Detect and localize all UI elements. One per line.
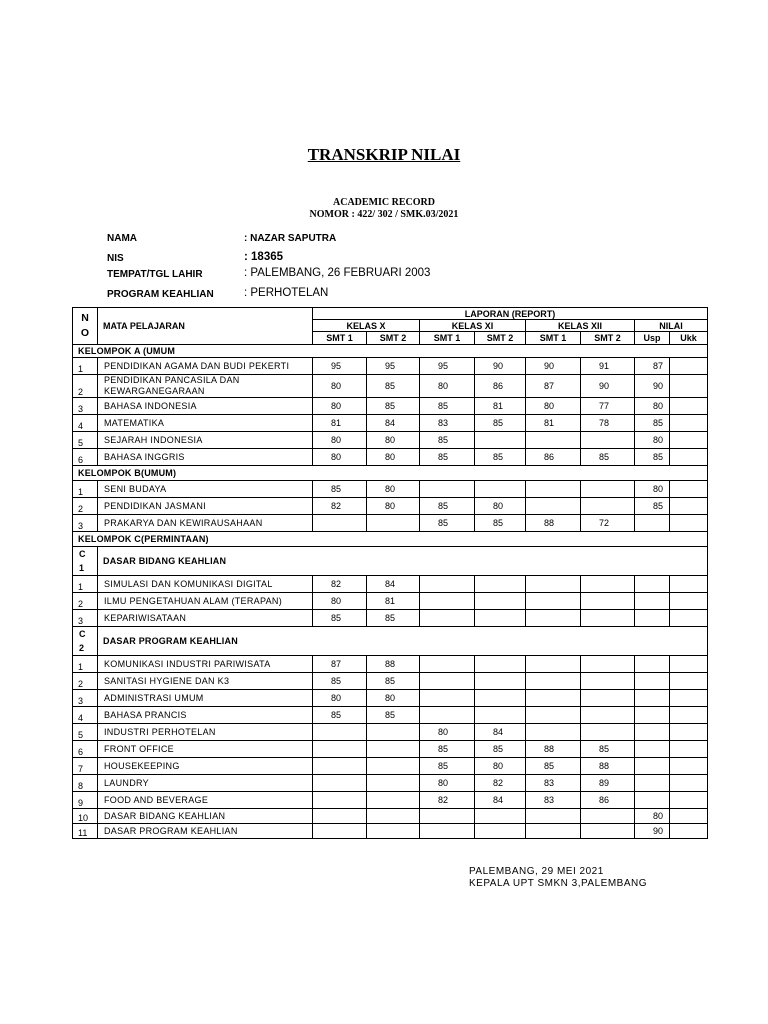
score-cell: 95: [313, 358, 367, 375]
score-cell: [420, 824, 475, 839]
score-cell: 80: [420, 724, 475, 741]
score-cell: 84: [367, 415, 420, 432]
row-number: 2: [73, 498, 98, 515]
score-cell: [420, 576, 475, 593]
subject-name: LAUNDRY: [98, 775, 313, 792]
subject-name: DASAR BIDANG KEAHLIAN: [98, 809, 313, 824]
row-number: 3: [73, 398, 98, 415]
score-cell: [670, 724, 708, 741]
subject-name: SIMULASI DAN KOMUNIKASI DIGITAL: [98, 576, 313, 593]
subject-row: [73, 515, 708, 532]
row-number: 2: [73, 593, 98, 610]
score-cell: 81: [313, 415, 367, 432]
score-cell: [313, 515, 367, 532]
score-cell: 81: [526, 415, 581, 432]
score-cell: [475, 690, 526, 707]
row-number: 1: [73, 656, 98, 673]
score-cell: 78: [581, 415, 635, 432]
subject-name: INDUSTRI PERHOTELAN: [98, 724, 313, 741]
header-no: N O: [73, 308, 98, 345]
score-cell: 95: [367, 358, 420, 375]
score-cell: 80: [367, 481, 420, 498]
score-cell: 95: [420, 358, 475, 375]
subject-name: BAHASA INGGRIS: [98, 449, 313, 466]
header-sub: SMT 1: [526, 332, 581, 345]
score-cell: 80: [313, 432, 367, 449]
score-cell: 87: [313, 656, 367, 673]
header-nilai: NILAI: [635, 320, 708, 332]
score-cell: [475, 824, 526, 839]
subject-name: BAHASA INDONESIA: [98, 398, 313, 415]
score-cell: 90: [581, 375, 635, 398]
score-cell: 84: [475, 724, 526, 741]
subject-name: FOOD AND BEVERAGE: [98, 792, 313, 809]
subject-row: [73, 758, 708, 775]
row-number: 4: [73, 707, 98, 724]
score-cell: [313, 809, 367, 824]
score-cell: 85: [367, 610, 420, 627]
subject-row: [73, 809, 708, 824]
score-cell: [670, 809, 708, 824]
subject-row: [73, 481, 708, 498]
score-cell: [670, 515, 708, 532]
score-cell: 85: [420, 498, 475, 515]
score-cell: [635, 610, 670, 627]
subject-row: [73, 375, 708, 398]
score-cell: [581, 656, 635, 673]
header-sub: Usp: [635, 332, 670, 345]
subgroup-title: DASAR BIDANG KEAHLIAN: [98, 547, 708, 576]
subject-name: ILMU PENGETAHUAN ALAM (TERAPAN): [98, 593, 313, 610]
score-cell: [526, 707, 581, 724]
score-cell: [526, 690, 581, 707]
score-cell: [581, 707, 635, 724]
header-sub: SMT 2: [367, 332, 420, 345]
transcript-table: [72, 307, 708, 839]
score-cell: 90: [475, 358, 526, 375]
score-cell: [313, 724, 367, 741]
group-row: [73, 466, 708, 481]
score-cell: [526, 656, 581, 673]
header-sub: SMT 2: [581, 332, 635, 345]
score-cell: [670, 498, 708, 515]
score-cell: 80: [635, 809, 670, 824]
score-cell: 82: [420, 792, 475, 809]
row-number: 6: [73, 741, 98, 758]
score-cell: [526, 498, 581, 515]
score-cell: [526, 432, 581, 449]
row-number: 7: [73, 758, 98, 775]
score-cell: [420, 690, 475, 707]
score-cell: 84: [367, 576, 420, 593]
score-cell: 85: [313, 481, 367, 498]
score-cell: 90: [635, 824, 670, 839]
subject-name: ADMINISTRASI UMUM: [98, 690, 313, 707]
score-cell: 85: [526, 758, 581, 775]
signature-position: KEPALA UPT SMKN 3,PALEMBANG: [469, 878, 648, 889]
info-label: TEMPAT/TGL LAHIR: [107, 269, 203, 280]
score-cell: [526, 593, 581, 610]
score-cell: 88: [367, 656, 420, 673]
score-cell: [670, 741, 708, 758]
score-cell: 80: [526, 398, 581, 415]
score-cell: [635, 576, 670, 593]
subject-row: [73, 576, 708, 593]
score-cell: [635, 593, 670, 610]
subject-name: KEPARIWISATAAN: [98, 610, 313, 627]
score-cell: 85: [420, 741, 475, 758]
subject-row: [73, 690, 708, 707]
score-cell: 88: [526, 741, 581, 758]
subject-row: [73, 824, 708, 839]
score-cell: [670, 758, 708, 775]
info-value: : NAZAR SAPUTRA: [244, 233, 337, 244]
score-cell: [670, 690, 708, 707]
score-cell: 90: [526, 358, 581, 375]
score-cell: [670, 415, 708, 432]
score-cell: [670, 824, 708, 839]
score-cell: 80: [367, 690, 420, 707]
subject-name: DASAR PROGRAM KEAHLIAN: [98, 824, 313, 839]
score-cell: [526, 576, 581, 593]
row-number: 4: [73, 415, 98, 432]
score-cell: [367, 809, 420, 824]
score-cell: [581, 432, 635, 449]
score-cell: [526, 724, 581, 741]
subject-row: [73, 432, 708, 449]
score-cell: [526, 824, 581, 839]
score-cell: [581, 724, 635, 741]
subject-name: PRAKARYA DAN KEWIRAUSAHAAN: [98, 515, 313, 532]
score-cell: 80: [367, 449, 420, 466]
score-cell: 72: [581, 515, 635, 532]
score-cell: 84: [475, 792, 526, 809]
score-cell: 85: [420, 449, 475, 466]
score-cell: [670, 792, 708, 809]
score-cell: [526, 481, 581, 498]
score-cell: [670, 375, 708, 398]
group-row: [73, 532, 708, 547]
header-class-xii: KELAS XII: [526, 320, 635, 332]
score-cell: 85: [367, 375, 420, 398]
score-cell: 83: [526, 792, 581, 809]
score-cell: [635, 656, 670, 673]
header-class-x: KELAS X: [313, 320, 420, 332]
row-number: 1: [73, 481, 98, 498]
subject-name: MATEMATIKA: [98, 415, 313, 432]
score-cell: [475, 593, 526, 610]
score-cell: [670, 576, 708, 593]
score-cell: 82: [475, 775, 526, 792]
score-cell: [313, 758, 367, 775]
subgroup-row: [73, 547, 708, 576]
score-cell: 85: [635, 449, 670, 466]
score-cell: 81: [367, 593, 420, 610]
score-cell: 85: [581, 741, 635, 758]
score-cell: [475, 707, 526, 724]
row-number: 3: [73, 690, 98, 707]
score-cell: [367, 792, 420, 809]
group-title: KELOMPOK C(PERMINTAAN): [73, 532, 708, 547]
row-number: 6: [73, 449, 98, 466]
score-cell: 85: [420, 515, 475, 532]
group-title: KELOMPOK B(UMUM): [73, 466, 708, 481]
score-cell: 83: [420, 415, 475, 432]
score-cell: 77: [581, 398, 635, 415]
score-cell: 85: [420, 758, 475, 775]
score-cell: [581, 690, 635, 707]
subject-row: [73, 673, 708, 690]
subject-row: [73, 707, 708, 724]
header-report: LAPORAN (REPORT): [313, 308, 708, 320]
subject-row: [73, 398, 708, 415]
score-cell: [581, 498, 635, 515]
header-sub: SMT 1: [313, 332, 367, 345]
subject-name: BAHASA PRANCIS: [98, 707, 313, 724]
score-cell: [670, 610, 708, 627]
score-cell: [420, 809, 475, 824]
score-cell: 80: [313, 593, 367, 610]
score-cell: [635, 673, 670, 690]
score-cell: [635, 690, 670, 707]
score-cell: [581, 481, 635, 498]
row-number: 1: [73, 358, 98, 375]
score-cell: [313, 775, 367, 792]
score-cell: [367, 724, 420, 741]
subject-name: FRONT OFFICE: [98, 741, 313, 758]
score-cell: [670, 449, 708, 466]
score-cell: 88: [581, 758, 635, 775]
score-cell: [475, 610, 526, 627]
row-number: 1: [73, 576, 98, 593]
score-cell: [581, 593, 635, 610]
score-cell: [635, 515, 670, 532]
info-label: NAMA: [107, 233, 137, 244]
score-cell: 86: [581, 792, 635, 809]
header-class-xi: KELAS XI: [420, 320, 526, 332]
score-cell: 85: [420, 398, 475, 415]
score-cell: [670, 656, 708, 673]
score-cell: [475, 576, 526, 593]
score-cell: [581, 576, 635, 593]
score-cell: 85: [475, 741, 526, 758]
score-cell: [475, 656, 526, 673]
score-cell: 85: [475, 415, 526, 432]
score-cell: 85: [581, 449, 635, 466]
score-cell: 86: [526, 449, 581, 466]
row-number: 11: [73, 824, 98, 839]
score-cell: 91: [581, 358, 635, 375]
score-cell: [635, 775, 670, 792]
score-cell: 87: [526, 375, 581, 398]
subject-name: PENDIDIKAN PANCASILA DAN KEWARGANEGARAAN: [98, 375, 313, 398]
score-cell: [420, 673, 475, 690]
header-sub: SMT 2: [475, 332, 526, 345]
row-number: 2: [73, 673, 98, 690]
subject-name: PENDIDIKAN AGAMA DAN BUDI PEKERTI: [98, 358, 313, 375]
score-cell: 80: [475, 498, 526, 515]
info-label: NIS: [107, 253, 124, 264]
score-cell: [635, 707, 670, 724]
score-cell: 80: [635, 481, 670, 498]
score-cell: [367, 741, 420, 758]
info-label: PROGRAM KEAHLIAN: [107, 289, 214, 300]
subject-name: SANITASI HYGIENE DAN K3: [98, 673, 313, 690]
score-cell: [635, 758, 670, 775]
score-cell: [670, 673, 708, 690]
score-cell: [475, 481, 526, 498]
score-cell: 80: [313, 690, 367, 707]
score-cell: 80: [635, 432, 670, 449]
signature-place-date: PALEMBANG, 29 MEI 2021: [469, 866, 604, 877]
subgroup-code: C 1: [73, 547, 98, 576]
document-title: TRANSKRIP NILAI: [307, 145, 461, 164]
score-cell: [475, 809, 526, 824]
row-number: 8: [73, 775, 98, 792]
score-cell: [635, 792, 670, 809]
score-cell: 80: [475, 758, 526, 775]
score-cell: [475, 432, 526, 449]
subject-name: SEJARAH INDONESIA: [98, 432, 313, 449]
subject-row: [73, 775, 708, 792]
score-cell: [670, 398, 708, 415]
score-cell: [670, 775, 708, 792]
score-cell: 80: [367, 432, 420, 449]
score-cell: 85: [367, 707, 420, 724]
score-cell: [635, 741, 670, 758]
subgroup-title: DASAR PROGRAM KEAHLIAN: [98, 627, 708, 656]
score-cell: [313, 824, 367, 839]
score-cell: 80: [635, 398, 670, 415]
info-value: : PALEMBANG, 26 FEBRUARI 2003: [244, 267, 431, 279]
subgroup-row: [73, 627, 708, 656]
score-cell: [367, 758, 420, 775]
row-number: 5: [73, 432, 98, 449]
score-cell: 81: [475, 398, 526, 415]
subject-name: PENDIDIKAN JASMANI: [98, 498, 313, 515]
subject-row: [73, 593, 708, 610]
score-cell: [635, 724, 670, 741]
row-number: 2: [73, 375, 98, 398]
score-cell: [420, 481, 475, 498]
row-number: 10: [73, 809, 98, 824]
score-cell: [420, 593, 475, 610]
score-cell: 85: [367, 398, 420, 415]
score-cell: 83: [526, 775, 581, 792]
score-cell: [420, 707, 475, 724]
score-cell: [526, 809, 581, 824]
subject-row: [73, 358, 708, 375]
score-cell: 80: [313, 449, 367, 466]
score-cell: 85: [367, 673, 420, 690]
group-title: KELOMPOK A (UMUM: [73, 345, 708, 358]
row-number: 3: [73, 515, 98, 532]
score-cell: 89: [581, 775, 635, 792]
score-cell: [670, 432, 708, 449]
score-cell: 85: [635, 498, 670, 515]
header-subject: MATA PELAJARAN: [98, 308, 313, 345]
score-cell: 85: [313, 610, 367, 627]
score-cell: 82: [313, 498, 367, 515]
score-cell: 80: [420, 375, 475, 398]
subject-row: [73, 656, 708, 673]
document-number: NOMOR : 422/ 302 / SMK.03/2021: [309, 209, 459, 220]
subject-row: [73, 449, 708, 466]
score-cell: 85: [313, 707, 367, 724]
score-cell: [526, 610, 581, 627]
subgroup-code: C 2: [73, 627, 98, 656]
score-cell: [367, 824, 420, 839]
info-value: : PERHOTELAN: [244, 287, 329, 299]
subject-name: SENI BUDAYA: [98, 481, 313, 498]
score-cell: [420, 610, 475, 627]
score-cell: [420, 656, 475, 673]
score-cell: [581, 809, 635, 824]
score-cell: [670, 707, 708, 724]
subject-row: [73, 741, 708, 758]
subject-row: [73, 792, 708, 809]
row-number: 9: [73, 792, 98, 809]
subject-row: [73, 610, 708, 627]
score-cell: [670, 481, 708, 498]
score-cell: [367, 775, 420, 792]
score-cell: 82: [313, 576, 367, 593]
score-cell: 87: [635, 358, 670, 375]
score-cell: [367, 515, 420, 532]
row-number: 3: [73, 610, 98, 627]
score-cell: 85: [635, 415, 670, 432]
score-cell: 80: [420, 775, 475, 792]
score-cell: [313, 741, 367, 758]
score-cell: 80: [367, 498, 420, 515]
score-cell: 85: [313, 673, 367, 690]
score-cell: [670, 358, 708, 375]
header-sub: SMT 1: [420, 332, 475, 345]
subject-name: HOUSEKEEPING: [98, 758, 313, 775]
score-cell: 90: [635, 375, 670, 398]
subject-row: [73, 724, 708, 741]
subject-row: [73, 498, 708, 515]
row-number: 5: [73, 724, 98, 741]
score-cell: 85: [475, 449, 526, 466]
document-subtitle: ACADEMIC RECORD: [333, 197, 435, 208]
score-cell: 85: [475, 515, 526, 532]
score-cell: 85: [420, 432, 475, 449]
score-cell: [581, 610, 635, 627]
score-cell: [475, 673, 526, 690]
score-cell: [670, 593, 708, 610]
info-value: : 18365: [244, 251, 284, 263]
score-cell: [581, 824, 635, 839]
score-cell: [526, 673, 581, 690]
subject-row: [73, 415, 708, 432]
score-cell: [581, 673, 635, 690]
group-row: [73, 345, 708, 358]
score-cell: 88: [526, 515, 581, 532]
score-cell: 80: [313, 375, 367, 398]
subject-name: KOMUNIKASI INDUSTRI PARIWISATA: [98, 656, 313, 673]
score-cell: 86: [475, 375, 526, 398]
score-cell: [313, 792, 367, 809]
score-cell: 80: [313, 398, 367, 415]
header-sub: Ukk: [670, 332, 708, 345]
